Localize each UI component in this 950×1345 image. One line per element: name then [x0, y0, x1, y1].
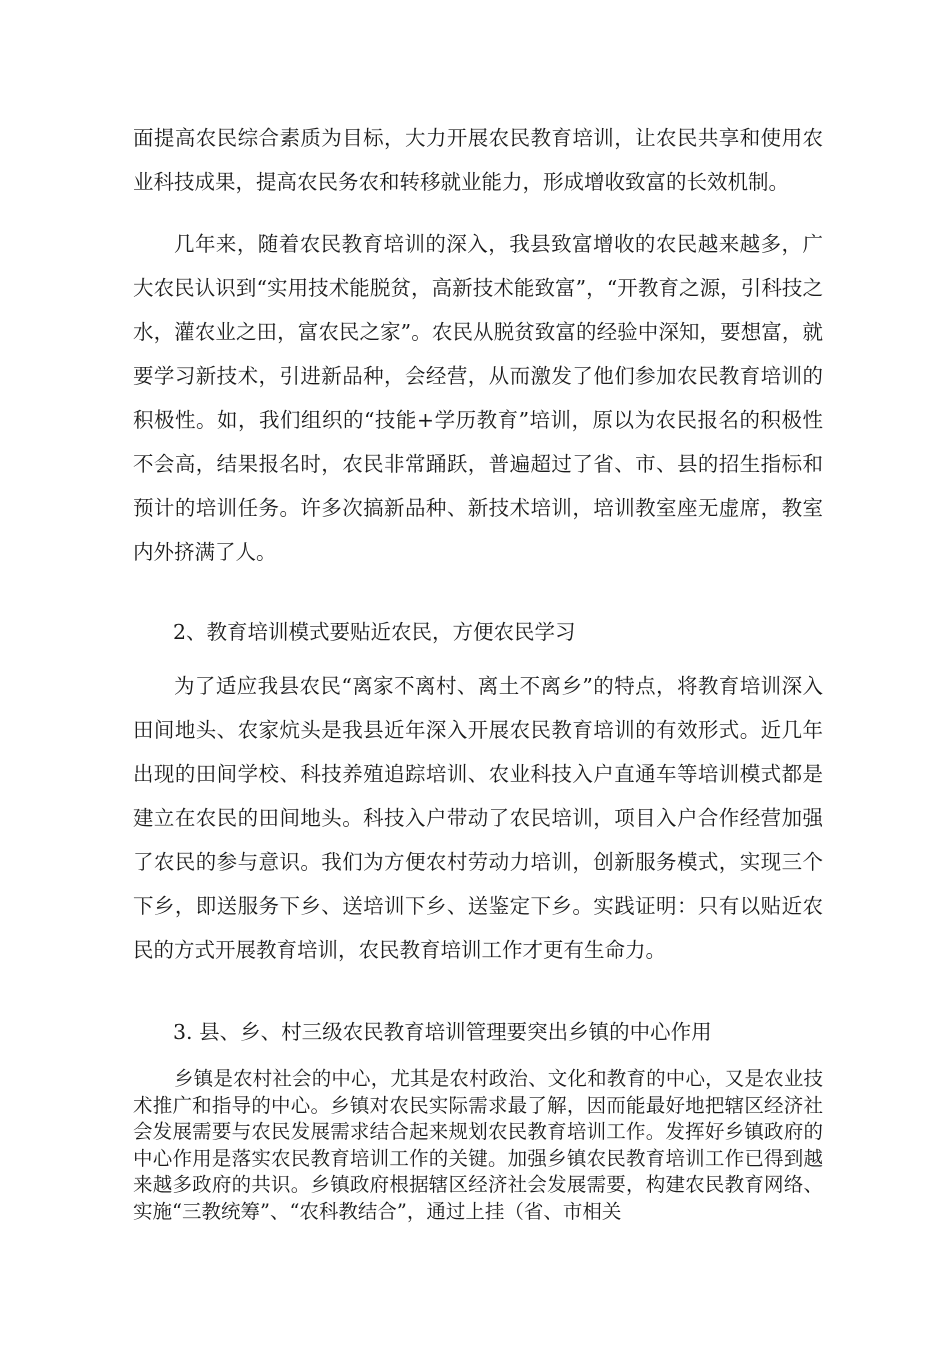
- paragraph-enthusiasm: 几年来，随着农民教育培训的深入，我县致富增收的农民越来越多，广大农民认识到“实用技术能脱贫，高新技术能致富”，“开教育之源，引科技之水，灌农业之田，富农民之家”。农民从脱贫致富的经验中深知，要想富，就要学习新技术，引进新品种，会经营，从而激发了他们参加农民教育培训的积极性。如，我们组织的“技能+学历教育”培训，原以为农民报名的积极性不会高，结果报名时，农民非常踊跃，普遍超过了省、市、县的招生指标和预计的培训任务。许多次搞新品种、新技术培训，培训教室座无虚席，教室内外挤满了人。: [133, 232, 823, 564]
- paragraph-township-role: 乡镇是农村社会的中心，尤其是农村政治、文化和教育的中心，又是农业技术推广和指导的中心。乡镇对农民实际需求最了解，因而能最好地把辖区经济社会发展需要与农民发展需求结合起来规划农民教育培训工作。发挥好乡镇政府的中心作用是落实农民教育培训工作的关键。加强乡镇农民教育培训工作已得到越来越多政府的共识。乡镇政府根据辖区经济社会发展需要，构建农民教育网络、实施“三教统筹”、“农科教结合”，通过上挂（省、市相关: [133, 1067, 823, 1223]
- paragraph-training-mode: 为了适应我县农民“离家不离村、离土不离乡”的特点，将教育培训深入田间地头、农家炕头是我县近年深入开展农民教育培训的有效形式。近几年出现的田间学校、科技养殖追踪培训、农业科技入户直通车等培训模式都是建立在农民的田间地头。科技入户带动了农民培训，项目入户合作经营加强了农民的参与意识。我们为方便农村劳动力培训，创新服务模式，实现三个下乡，即送服务下乡、送培训下乡、送鉴定下乡。实践证明：只有以贴近农民的方式开展教育培训，农民教育培训工作才更有生命力。: [133, 674, 823, 962]
- section-heading-2: 2、教育培训模式要贴近农民，方便农民学习: [173, 620, 576, 644]
- paragraph-continuation: 面提高农民综合素质为目标，大力开展农民教育培训，让农民共享和使用农业科技成果，提高农民务农和转移就业能力，形成增收致富的长效机制。: [133, 126, 823, 194]
- section-heading-3: 3. 县、乡、村三级农民教育培训管理要突出乡镇的中心作用: [173, 1020, 712, 1044]
